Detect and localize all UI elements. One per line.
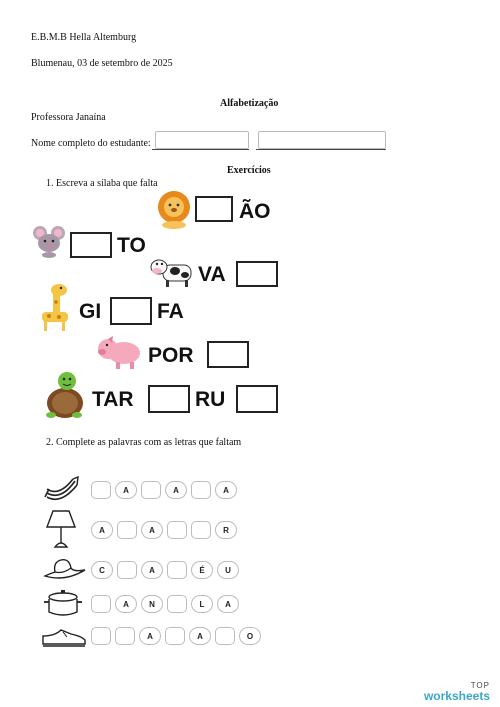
- syllable-pig-1: POR: [148, 344, 194, 367]
- word-row-pot: [91, 595, 239, 615]
- school-name: E.B.M.B Hella Altemburg: [31, 32, 137, 43]
- letter-cell: L: [191, 595, 213, 613]
- letter-input[interactable]: [167, 595, 187, 613]
- pig-icon: [94, 335, 144, 371]
- teacher-name: Professora Janaína: [31, 112, 106, 123]
- topworksheets-logo[interactable]: [424, 682, 490, 702]
- letter-cell: A: [141, 561, 163, 579]
- logo-top-text: TOP: [470, 681, 490, 690]
- syllable-lion-1: ÃO: [239, 200, 271, 223]
- letter-input[interactable]: [91, 627, 111, 645]
- letter-cell: A: [91, 521, 113, 539]
- letter-cell: A: [189, 627, 211, 645]
- word-row-lamp: [91, 521, 237, 541]
- syllable-input-turtle-2[interactable]: [236, 385, 278, 413]
- letter-input[interactable]: [165, 627, 185, 645]
- letter-input[interactable]: [117, 561, 137, 579]
- pot-icon: [43, 590, 83, 618]
- word-row-bananas: [91, 481, 237, 501]
- name-underline-1: [152, 149, 249, 150]
- syllable-input-mouse[interactable]: [70, 232, 112, 258]
- syllable-input-giraffe[interactable]: [110, 297, 152, 325]
- date-line: Blumenau, 03 de setembro de 2025: [31, 58, 173, 69]
- syllable-cow-1: VA: [198, 263, 226, 286]
- name-underline-2: [256, 149, 386, 150]
- letter-cell: O: [239, 627, 261, 645]
- word-row-hat: [91, 561, 239, 581]
- mouse-icon: [31, 225, 69, 259]
- syllable-turtle-2: RU: [195, 388, 226, 411]
- letter-cell: A: [115, 595, 137, 613]
- hat-icon: [43, 556, 87, 582]
- letter-cell: U: [217, 561, 239, 579]
- word-row-shoe: [91, 627, 261, 647]
- letter-cell: A: [215, 481, 237, 499]
- letter-cell: A: [139, 627, 161, 645]
- syllable-input-turtle-1[interactable]: [148, 385, 190, 413]
- page-title: Alfabetização: [220, 98, 279, 109]
- lamp-icon: [45, 509, 77, 549]
- letter-cell: N: [141, 595, 163, 613]
- letter-cell: A: [141, 521, 163, 539]
- letter-cell: A: [217, 595, 239, 613]
- student-name-label: Nome completo do estudante:: [31, 138, 151, 149]
- syllable-mouse-1: TO: [117, 234, 146, 257]
- letter-input[interactable]: [141, 481, 161, 499]
- section-title: Exercícios: [227, 165, 271, 176]
- exercise2-instruction: 2. Complete as palavras com as letras que faltam: [46, 437, 242, 448]
- turtle-icon: [41, 371, 85, 419]
- bananas-icon: [43, 475, 83, 505]
- letter-input[interactable]: [215, 627, 235, 645]
- student-name-field-2[interactable]: [258, 131, 386, 149]
- exercise1-instruction: 1. Escreva a sílaba que falta: [46, 178, 158, 189]
- letter-input[interactable]: [115, 627, 135, 645]
- student-name-field-1[interactable]: [155, 131, 249, 149]
- cow-icon: [149, 255, 195, 289]
- syllable-giraffe-1: GI: [79, 300, 102, 323]
- letter-input[interactable]: [91, 481, 111, 499]
- letter-cell: É: [191, 561, 213, 579]
- letter-input[interactable]: [91, 595, 111, 613]
- syllable-input-pig[interactable]: [207, 341, 249, 368]
- giraffe-icon: [37, 282, 75, 332]
- shoe-icon: [41, 626, 87, 650]
- letter-cell: R: [215, 521, 237, 539]
- syllable-input-cow[interactable]: [236, 261, 278, 287]
- lion-icon: [154, 189, 194, 229]
- syllable-input-lion[interactable]: [195, 196, 233, 222]
- letter-cell: A: [165, 481, 187, 499]
- letter-input[interactable]: [191, 521, 211, 539]
- letter-cell: C: [91, 561, 113, 579]
- logo-name-text: worksheets: [423, 689, 490, 703]
- letter-input[interactable]: [117, 521, 137, 539]
- letter-input[interactable]: [167, 561, 187, 579]
- letter-input[interactable]: [167, 521, 187, 539]
- syllable-giraffe-2: FA: [157, 300, 184, 323]
- letter-cell: A: [115, 481, 137, 499]
- syllable-turtle-1: TAR: [92, 388, 134, 411]
- letter-input[interactable]: [191, 481, 211, 499]
